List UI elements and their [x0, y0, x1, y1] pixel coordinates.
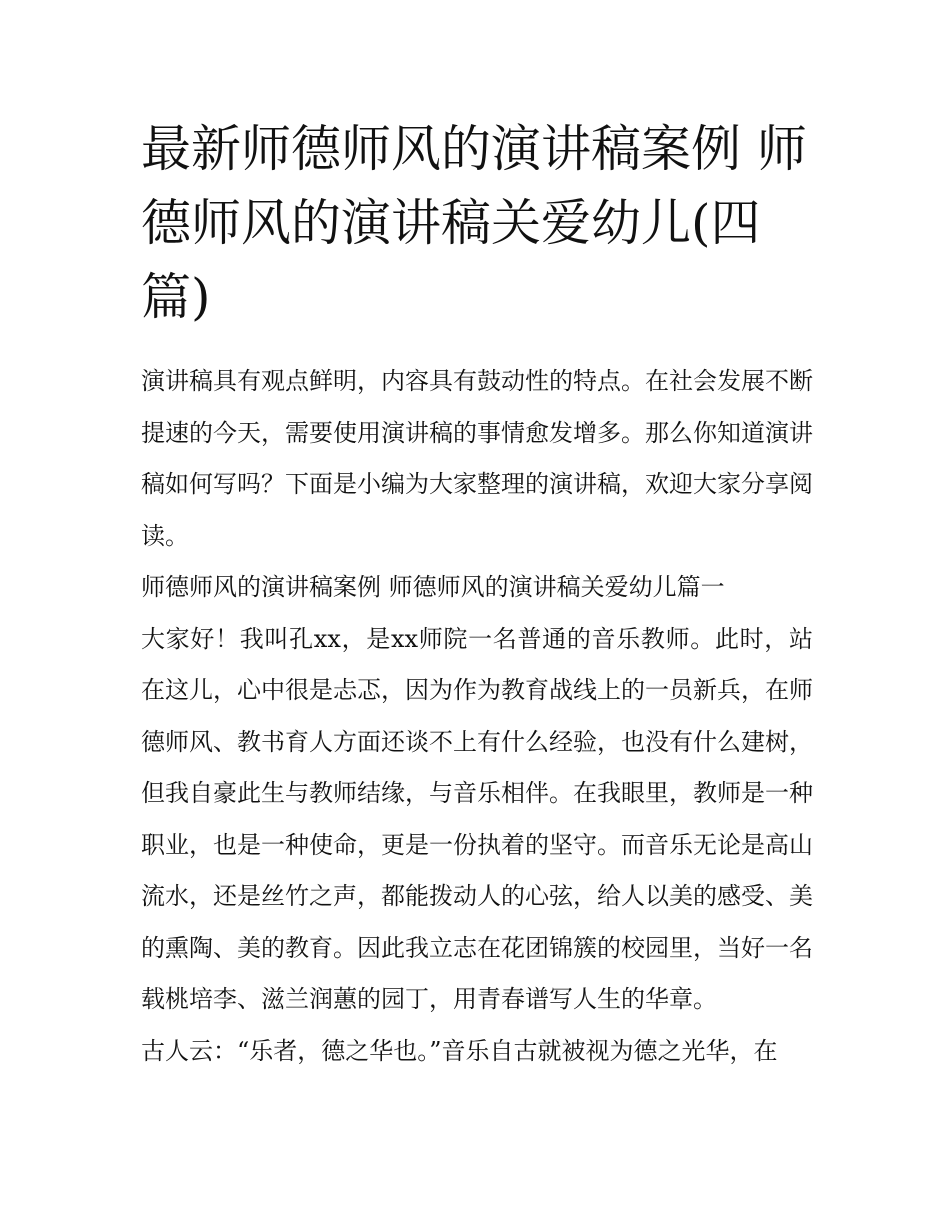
document-body: [141, 356, 813, 1077]
speech-paragraph: 大家好！我叫孔xx，是xx师院一名普通的音乐教师。此时，站在这儿，心中很是忐忑，因为作为教育战线上的一员新兵，在师德师风、教书育人方面还谈不上有什么经验，也没有什么建树，但我自豪此生与教师结缘，与音乐相伴。在我眼里，教师是一种职业，也是一种使命，更是一份执着的坚守。而音乐无论是高山流水，还是丝竹之声，都能拨动人的心弦，给人以美的感受、美的熏陶、美的教育。因此我立志在花团锦簇的校园里，当好一名载桃培李、滋兰润蕙的园丁，用青春谱写人生的华章。: [141, 624, 813, 1013]
document-title: 最新师德师风的演讲稿案例 师德师风的演讲稿关爱幼儿(四篇): [141, 120, 807, 326]
intro-paragraph: 演讲稿具有观点鲜明，内容具有鼓动性的特点。在社会发展不断提速的今天，需要使用演讲稿的事情愈发增多。那么你知道演讲稿如何写吗？下面是小编为大家整理的演讲稿，欢迎大家分享阅读。: [141, 367, 813, 550]
speech-paragraph-continued: 古人云：“乐者，德之华也。”音乐自古就被视为德之光华，在: [141, 1036, 778, 1065]
section-heading: 师德师风的演讲稿案例 师德师风的演讲稿关爱幼儿篇一: [141, 573, 725, 601]
document-page: [141, 112, 813, 1077]
